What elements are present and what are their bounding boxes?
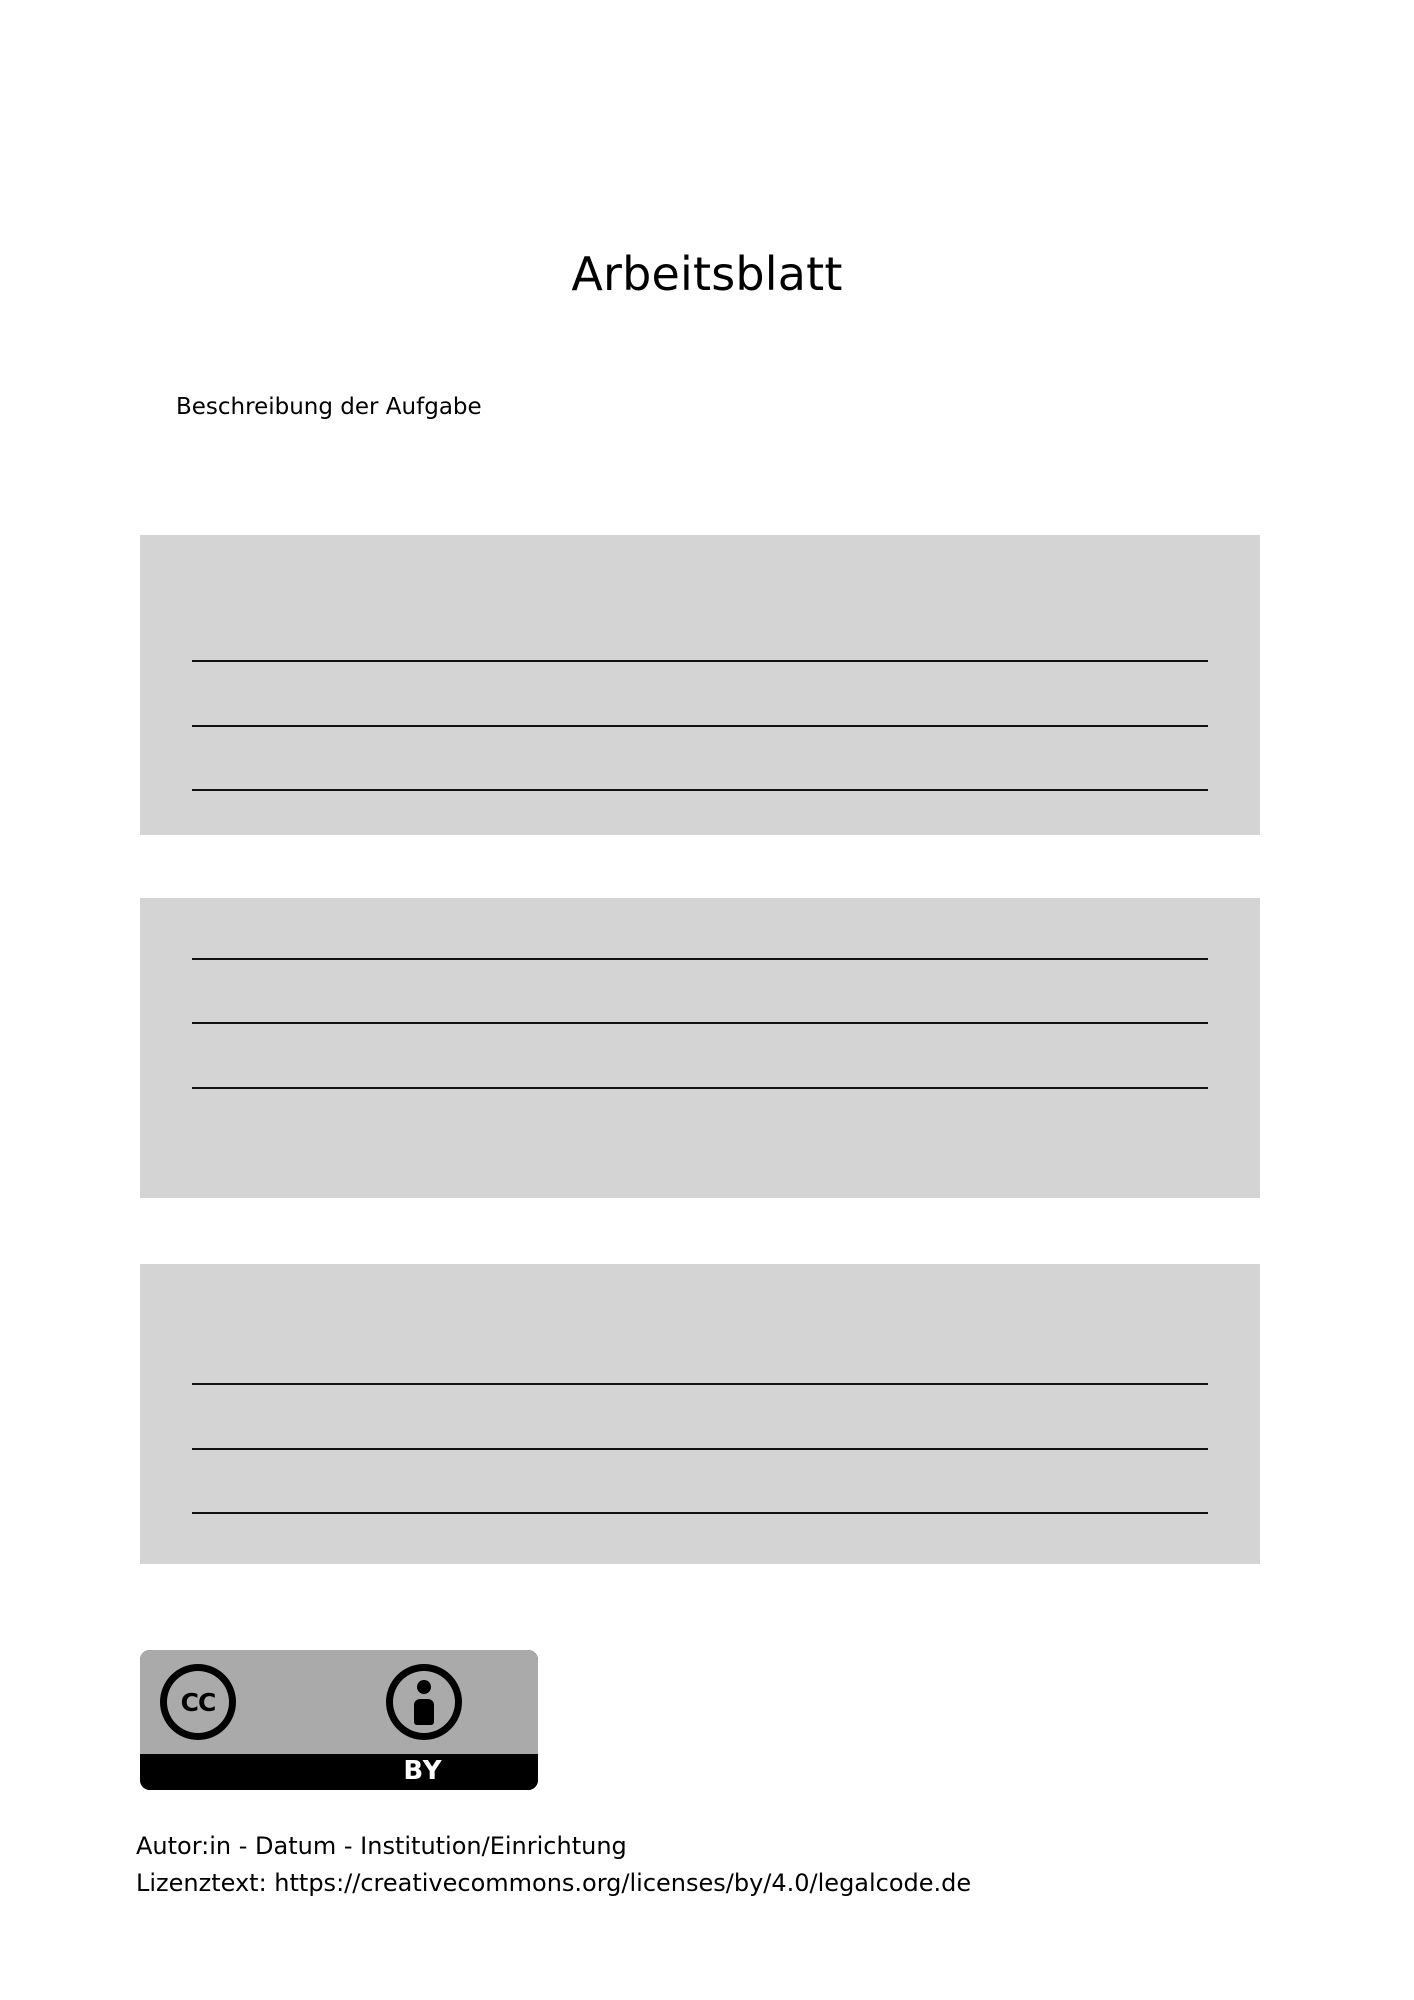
badge-by-label: BY (403, 1756, 443, 1786)
person-glyph (393, 1671, 455, 1733)
cc-letters: CC (167, 1671, 229, 1733)
person-body (414, 1699, 434, 1725)
writing-line (192, 725, 1208, 727)
writing-line (192, 660, 1208, 662)
writing-line (192, 789, 1208, 791)
footer-credits: Autor:in - Datum - Institution/Einrichtung (136, 1832, 627, 1860)
task-description: Beschreibung der Aufgabe (176, 394, 482, 420)
writing-line (192, 1022, 1208, 1024)
person-head (417, 1680, 431, 1694)
writing-line (192, 1448, 1208, 1450)
footer-license: Lizenztext: https://creativecommons.org/licenses/by/4.0/legalcode.de (136, 1869, 972, 1898)
writing-line (192, 1512, 1208, 1514)
writing-line (192, 1383, 1208, 1385)
footer (136, 1828, 1336, 1902)
answer-block-1[interactable] (140, 535, 1260, 835)
page-title: Arbeitsblatt (571, 246, 843, 301)
writing-line (192, 958, 1208, 960)
answer-block-2[interactable] (140, 898, 1260, 1198)
writing-line (192, 1087, 1208, 1089)
answer-block-3[interactable] (140, 1264, 1260, 1564)
attribution-person-icon (386, 1664, 462, 1740)
creative-commons-badge[interactable] (140, 1650, 538, 1790)
creative-commons-icon (160, 1664, 236, 1740)
